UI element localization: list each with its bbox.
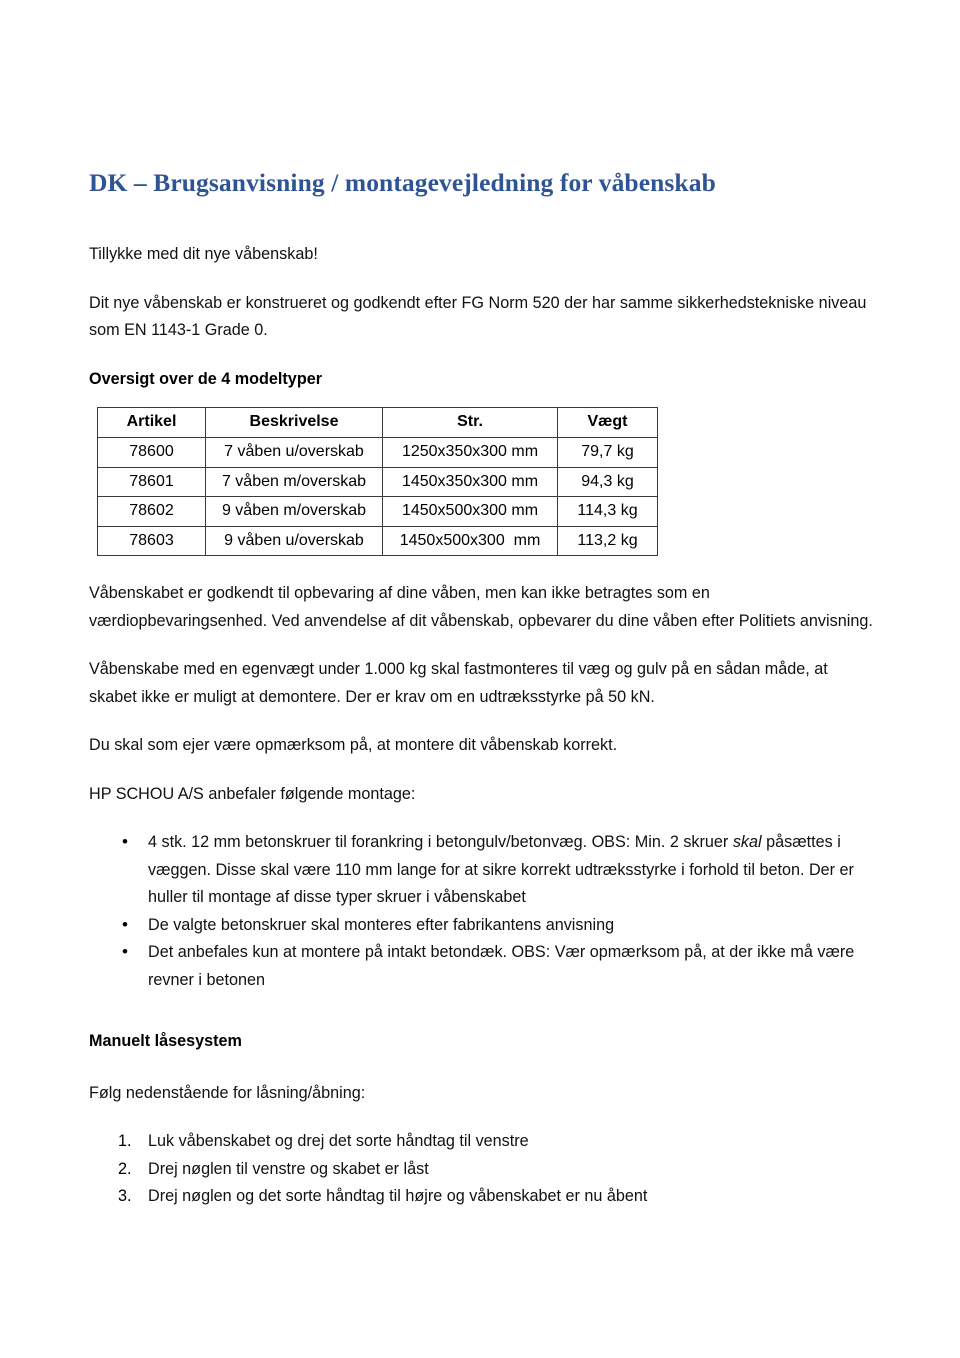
cell-vaegt: 114,3 kg xyxy=(558,497,658,527)
bullet-text-after-italic: påsættes i væggen. Disse skal være 110 mm lange for at sikre korrekt udtræksstyrke i forhold til beton. Der er huller til montage af disse typer skruer i våbenskabet xyxy=(148,833,854,907)
list-item: • De valgte betonskruer skal monteres efter fabrikantens anvisning xyxy=(89,912,875,940)
lock-steps-list xyxy=(89,1128,875,1211)
intro-paragraph: Dit nye våbenskab er konstrueret og godkendt efter FG Norm 520 der har samme sikkerhedstekniske niveau som EN 1143-1 Grade 0. xyxy=(89,293,867,340)
intro-line: Tillykke med dit nye våbenskab! xyxy=(89,245,318,264)
cell-artikel: 78601 xyxy=(98,467,206,497)
cell-vaegt: 94,3 kg xyxy=(558,467,658,497)
paragraph-storage: Våbenskabet er godkendt til opbevaring af dine våben, men kan ikke betragtes som en værdiopbevaringsenhed. Ved anvendelse af dit våbenskab, opbevarer du dine våben efter Politiets anvisning. xyxy=(89,584,873,630)
document-content xyxy=(89,168,875,1211)
lock-intro: Følg nedenstående for låsning/åbning: xyxy=(89,1083,366,1102)
cell-str: 1450x500x300 mm xyxy=(383,526,558,556)
list-item xyxy=(89,829,875,912)
bullet-text-italic: skal xyxy=(732,833,762,852)
table-header-row xyxy=(98,408,658,438)
spacer-after-table xyxy=(89,556,875,580)
cell-vaegt: 79,7 kg xyxy=(558,437,658,467)
cell-beskrivelse: 7 våben u/overskab xyxy=(206,437,383,467)
paragraph-owner: Du skal som ejer være opmærksom på, at montere dit våbenskab korrekt. xyxy=(89,736,618,755)
table-header-artikel: Artikel xyxy=(98,408,206,438)
bullet-text-before-italic: 4 stk. 12 mm betonskruer til forankring i betongulv/betonvæg. OBS: Min. 2 skruer xyxy=(148,833,733,852)
page-title: DK – Brugsanvisning / montagevejledning for våbenskab xyxy=(89,168,716,197)
table-header-str: Str. xyxy=(383,408,558,438)
cell-str: 1450x500x300 mm xyxy=(383,497,558,527)
table-row xyxy=(98,467,658,497)
table-row xyxy=(98,526,658,556)
cell-artikel: 78600 xyxy=(98,437,206,467)
spacer-before-lock-section-extra xyxy=(89,1018,875,1028)
list-item: Drej nøglen til venstre og skabet er låst xyxy=(148,1159,429,1178)
cell-str: 1250x350x300 mm xyxy=(383,437,558,467)
table-row xyxy=(98,497,658,527)
paragraph-recommend: HP SCHOU A/S anbefaler følgende montage: xyxy=(89,784,416,803)
list-item: • Det anbefales kun at montere på intakt betondæk. OBS: Vær opmærksom på, at der ikke må være revner i betonen xyxy=(89,939,875,994)
cell-vaegt: 113,2 kg xyxy=(558,526,658,556)
spacer-before-lock-section xyxy=(89,994,875,1018)
cell-artikel: 78603 xyxy=(98,526,206,556)
spacer-after-lock-heading xyxy=(89,1070,875,1080)
cell-str: 1450x350x300 mm xyxy=(383,467,558,497)
paragraph-mounting: Våbenskabe med en egenvægt under 1.000 kg skal fastmonteres til væg og gulv på en sådan måde, at skabet ikke er muligt at demontere. Der er krav om en udtræksstyrke på 50 kN. xyxy=(89,660,828,706)
cell-beskrivelse: 9 våben m/overskab xyxy=(206,497,383,527)
cell-beskrivelse: 7 våben m/overskab xyxy=(206,467,383,497)
table-heading: Oversigt over de 4 modeltyper xyxy=(89,369,323,388)
table-header-vaegt: Vægt xyxy=(558,408,658,438)
table-row xyxy=(98,437,658,467)
list-item: Drej nøglen og det sorte håndtag til højre og våbenskabet er nu åbent xyxy=(148,1187,648,1206)
cell-artikel: 78602 xyxy=(98,497,206,527)
table-header-beskrivelse: Beskrivelse xyxy=(206,408,383,438)
models-table xyxy=(97,407,658,556)
mounting-bullet-list xyxy=(89,829,875,994)
lock-heading: Manuelt låsesystem xyxy=(89,1032,242,1051)
list-item: Luk våbenskabet og drej det sorte håndtag til venstre xyxy=(148,1132,529,1151)
cell-beskrivelse: 9 våben u/overskab xyxy=(206,526,383,556)
